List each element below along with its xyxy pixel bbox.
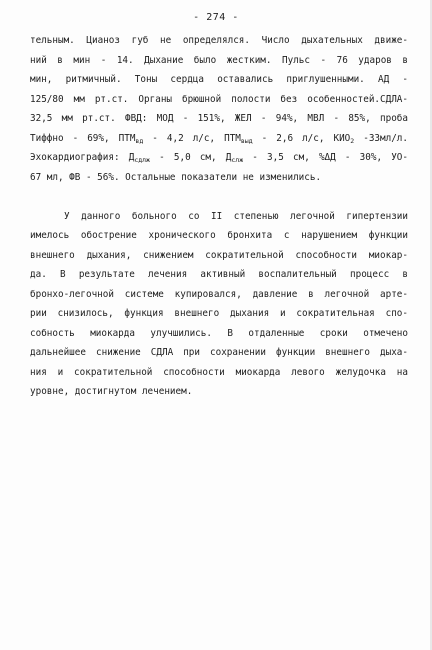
subscript: выд bbox=[240, 136, 253, 145]
text-line: ния и сократительной способности миокарда левого желудочка на bbox=[30, 366, 408, 378]
text-line-respiratory-function bbox=[30, 129, 408, 149]
text-fragment: -33мл/л. bbox=[354, 132, 408, 144]
text-line: ний в мин - 14. Дыхание было жестким. Пульс - 76 ударов в bbox=[30, 54, 408, 66]
subscript: вд bbox=[135, 136, 144, 145]
text-line: 67 мл, ФВ - 56%. Остальные показатели не изменились. bbox=[30, 171, 322, 183]
text-fragment: Тиффно - 69%, ПТМ bbox=[30, 132, 136, 144]
text-line: У данного больного со II степенью легочной гипертензии bbox=[64, 210, 408, 222]
text-line: дальнейшее снижение СДЛА при сохранении функции внешнего дыха- bbox=[30, 347, 408, 358]
paragraph-case-description bbox=[30, 31, 408, 187]
subscript: 2 bbox=[350, 136, 355, 145]
text-line: мин, ритмичный. Тоны сердца оставались приглушенными. АД - bbox=[30, 74, 408, 85]
text-fragment: Эхокардиография: Д bbox=[30, 152, 135, 163]
text-fragment: - 2,6 л/с, КИО bbox=[252, 132, 351, 144]
subscript: сдлж bbox=[134, 156, 150, 164]
text-line: да. В результате лечения активный воспалительный процесс в bbox=[30, 269, 408, 280]
subscript: слж bbox=[231, 156, 244, 164]
text-fragment: - 5,0 см, Д bbox=[149, 152, 232, 163]
paragraph-conclusion bbox=[30, 207, 408, 402]
text-line: тельным. Цианоз губ не определялся. Число дыхательных движе- bbox=[30, 35, 408, 46]
text-fragment: - 4,2 л/с, ПТМ bbox=[143, 132, 241, 144]
text-line: уровне, достигнутом лечением. bbox=[30, 386, 193, 397]
text-line: рии снизилось, функция внешнего дыхания и сократительная спо- bbox=[30, 308, 408, 319]
text-line: внешнего дыхания, снижением сократительной способности миокар- bbox=[30, 249, 408, 261]
text-line-echocardiography bbox=[30, 148, 408, 168]
text-line: 125/80 мм рт.ст. Органы брюшной полости без особенностей.СДЛА- bbox=[30, 93, 408, 105]
text-line: бронхо-легочной системе купировался, давление в легочной арте- bbox=[30, 288, 408, 300]
text-line: 32,5 мм рт.ст. ФВД: МОД - 151%, ЖЕЛ - 94%, МВЛ - 85%, проба bbox=[30, 113, 408, 124]
body-text bbox=[30, 31, 408, 402]
text-line: собность миокарда улучшились. В отдаленные сроки отмечено bbox=[30, 327, 408, 339]
text-fragment: - 3,5 см, %ΔД - 30%, УО- bbox=[243, 152, 408, 163]
text-line: имелось обострение хронического бронхита с нарушением функции bbox=[30, 230, 408, 241]
paragraph-gap bbox=[30, 187, 408, 207]
page-number: - 274 - bbox=[193, 12, 239, 23]
